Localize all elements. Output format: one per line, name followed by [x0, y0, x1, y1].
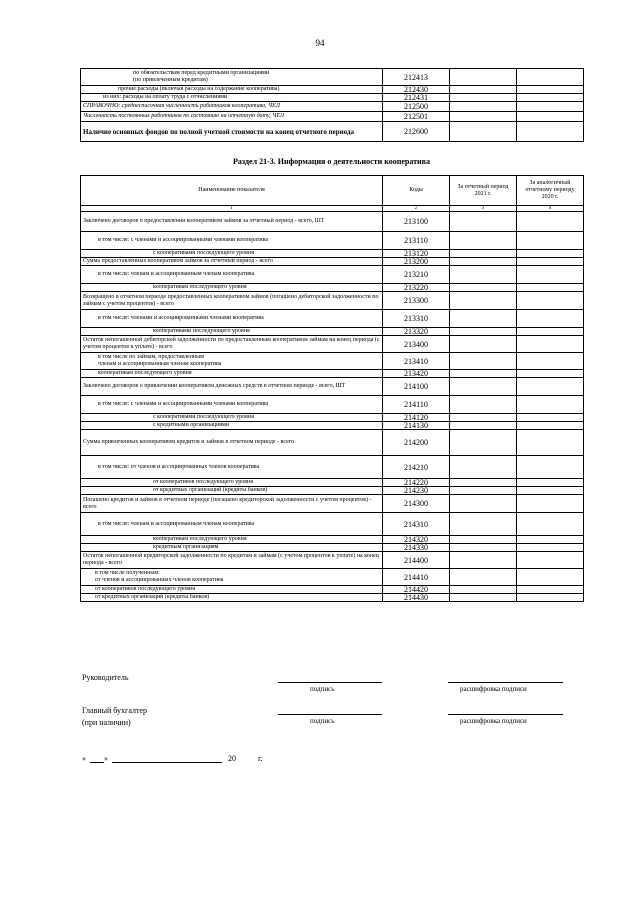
table-row — [81, 378, 584, 396]
if-any-label: (при наличии) — [82, 718, 131, 727]
table-header-row — [81, 176, 584, 206]
row-label: с кредитными организациями — [81, 422, 383, 430]
row-label: кооперативами последующего уровня — [81, 328, 383, 336]
current-period-cell[interactable] — [450, 232, 517, 250]
table-row — [81, 569, 584, 586]
row-label: Возвращено в отчетном периоде предоставленных кооперативом займов (погашено дебиторской задолженности по займам с учетом процентов) - всего — [81, 292, 383, 310]
cooperative-activity-table — [80, 175, 584, 602]
previous-period-cell[interactable] — [517, 594, 584, 602]
row-label: в том числе по займам, предоставленным членам и ассоциированным членам кооператива — [81, 353, 383, 370]
row-code: 214220 — [383, 479, 450, 487]
table-row — [81, 284, 584, 292]
row-label: в том числе: членам и ассоциированным членам кооператива — [81, 266, 383, 284]
previous-period-cell[interactable] — [517, 456, 584, 479]
row-label: от кредитных организаций (кредиты банков) — [81, 594, 383, 602]
table-row — [81, 456, 584, 479]
row-code: 214410 — [383, 569, 450, 586]
row-code: 213310 — [383, 310, 450, 328]
table-row — [81, 536, 584, 544]
row-code: 214230 — [383, 487, 450, 495]
current-period-cell[interactable] — [450, 292, 517, 310]
row-code: 214120 — [383, 414, 450, 422]
row-label: от кредитных организаций (кредиты банков) — [81, 487, 383, 495]
current-period-cell[interactable] — [450, 370, 517, 378]
previous-period-cell[interactable] — [517, 487, 584, 495]
row-code: 214200 — [383, 430, 450, 456]
column-number-4: 4 — [517, 206, 584, 212]
row-code: 214420 — [383, 586, 450, 594]
row-label: Сумма предоставленных кооперативом займов за отчетный период - всего — [81, 258, 383, 266]
table-row — [81, 122, 584, 142]
date-day-line[interactable] — [90, 762, 104, 763]
current-period-cell[interactable] — [450, 310, 517, 328]
row-label: Остаток непогашенной дебиторской задолженности по предоставленным кооперативом займам на конец периода (с учетом процентов к уплате) - всего — [81, 336, 383, 353]
current-period-cell[interactable] — [450, 284, 517, 292]
previous-period-cell[interactable] — [517, 586, 584, 594]
table-row — [81, 487, 584, 495]
row-label: в том числе: с членами и ассоциированными членами кооператива — [81, 396, 383, 414]
row-code: 212600 — [383, 122, 450, 142]
row-code: 214400 — [383, 552, 450, 569]
row-label: от кооперативов последующего уровня — [81, 586, 383, 594]
row-code: 214300 — [383, 495, 450, 513]
current-period-cell[interactable] — [450, 479, 517, 487]
header-codes: Коды — [383, 176, 450, 206]
row-code: 212501 — [383, 112, 450, 122]
row-label: Погашено кредитов и займов в отчетном периоде (погашено кредиторской задолженности с учетом процентов) - всего — [81, 495, 383, 513]
previous-period-cell[interactable] — [517, 122, 584, 142]
row-label: в том числе: с членами и ассоциированными членами кооператива — [81, 232, 383, 250]
table-row — [81, 212, 584, 232]
header-previous-period: За аналогичный отчетному периоду 2020 г. — [517, 176, 584, 206]
row-label: Сумма привлеченных кооперативом кредитов и займов в отчетном периоде - всего — [81, 430, 383, 456]
current-period-cell[interactable] — [450, 122, 517, 142]
section-title: Раздел 21-3. Информация о деятельности кооператива — [233, 157, 430, 166]
previous-period-cell[interactable] — [517, 212, 584, 232]
current-period-cell[interactable] — [450, 414, 517, 422]
table-row — [81, 544, 584, 552]
previous-period-cell[interactable] — [517, 552, 584, 569]
accountant-signature-caption: подпись — [310, 717, 335, 725]
row-code: 213320 — [383, 328, 450, 336]
previous-period-cell[interactable] — [517, 292, 584, 310]
current-period-cell[interactable] — [450, 112, 517, 122]
row-label: из них: расходы на оплату труда с отчислениями — [81, 94, 383, 102]
previous-period-cell[interactable] — [517, 378, 584, 396]
table-row — [81, 552, 584, 569]
row-code: 213110 — [383, 232, 450, 250]
table-row — [81, 102, 584, 112]
head-signature-line[interactable] — [278, 682, 382, 683]
previous-period-cell[interactable] — [517, 370, 584, 378]
current-period-cell[interactable] — [450, 544, 517, 552]
table-row — [81, 69, 584, 86]
current-period-cell[interactable] — [450, 336, 517, 353]
row-label: Остаток непогашенной кредиторской задолженности по кредитам и займам (с учетом процентов к уплате) на конец периода - всего — [81, 552, 383, 569]
current-period-cell[interactable] — [450, 536, 517, 544]
table-row — [81, 250, 584, 258]
previous-period-cell[interactable] — [517, 495, 584, 513]
date-year-suffix: г. — [258, 754, 263, 763]
row-code: 214310 — [383, 513, 450, 536]
row-label: Численность постоянных работников по состоянию на отчетную дату, ЧЕЛ — [81, 112, 383, 122]
current-period-cell[interactable] — [450, 328, 517, 336]
current-period-cell[interactable] — [450, 266, 517, 284]
previous-period-cell[interactable] — [517, 422, 584, 430]
row-code: 214130 — [383, 422, 450, 430]
previous-period-cell[interactable] — [517, 310, 584, 328]
row-label: кооперативам последующего уровня — [81, 370, 383, 378]
table-row — [81, 370, 584, 378]
table-row — [81, 266, 584, 284]
current-period-cell[interactable] — [450, 250, 517, 258]
table-row — [81, 586, 584, 594]
row-code: 213100 — [383, 212, 450, 232]
row-code: 213210 — [383, 266, 450, 284]
row-code: 213420 — [383, 370, 450, 378]
row-code: 214210 — [383, 456, 450, 479]
row-label: прочие расходы (включая расходы на содержание кооператива) — [81, 86, 383, 94]
row-label: в том числе: членам и ассоциированным членам кооператива — [81, 513, 383, 536]
row-label: Заключено договоров о привлечении кооперативом денежных средств в отчетном периоде - всего, ШТ — [81, 378, 383, 396]
table-row — [81, 396, 584, 414]
current-period-cell[interactable] — [450, 552, 517, 569]
header-indicator-name: Наименование показателя — [81, 176, 383, 206]
row-label: кооперативам последующего уровня — [81, 536, 383, 544]
row-code: 213300 — [383, 292, 450, 310]
row-code: 214100 — [383, 378, 450, 396]
row-label: СПРАВОЧНО: среднесписочная численность работников кооператива, ЧЕЛ — [81, 102, 383, 112]
previous-period-cell[interactable] — [517, 430, 584, 456]
page-number: 94 — [315, 38, 325, 48]
previous-period-cell[interactable] — [517, 232, 584, 250]
current-period-cell[interactable] — [450, 422, 517, 430]
previous-period-cell[interactable] — [517, 102, 584, 112]
previous-period-cell[interactable] — [517, 112, 584, 122]
row-code: 212430 — [383, 86, 450, 94]
current-period-cell[interactable] — [450, 456, 517, 479]
header-current-period: За отчетный период 2021 г. — [450, 176, 517, 206]
table-row — [81, 292, 584, 310]
row-label: с кооперативами последующего уровня — [81, 414, 383, 422]
row-code: 213220 — [383, 284, 450, 292]
previous-period-cell[interactable] — [517, 353, 584, 370]
row-label: от кооперативов последующего уровня — [81, 479, 383, 487]
table-row — [81, 479, 584, 487]
current-period-cell[interactable] — [450, 513, 517, 536]
row-label: Заключено договоров о предоставлении кооперативом займов за отчетный период - всего, ШТ — [81, 212, 383, 232]
previous-period-cell[interactable] — [517, 94, 584, 102]
table-row — [81, 112, 584, 122]
table-row — [81, 258, 584, 266]
row-code: 212413 — [383, 69, 450, 86]
head-decode-line[interactable] — [448, 682, 563, 683]
current-period-cell[interactable] — [450, 94, 517, 102]
date-year-prefix: 20 — [228, 754, 236, 763]
previous-period-cell[interactable] — [517, 328, 584, 336]
row-label: в том числе: членами и ассоциированными членами кооператива — [81, 310, 383, 328]
previous-period-cell[interactable] — [517, 479, 584, 487]
previous-period-cell[interactable] — [517, 536, 584, 544]
table-row — [81, 328, 584, 336]
previous-period-cell[interactable] — [517, 569, 584, 586]
row-code: 213120 — [383, 250, 450, 258]
current-period-cell[interactable] — [450, 353, 517, 370]
current-period-cell[interactable] — [450, 69, 517, 86]
row-code: 214430 — [383, 594, 450, 602]
current-period-cell[interactable] — [450, 378, 517, 396]
current-period-cell[interactable] — [450, 495, 517, 513]
previous-period-cell[interactable] — [517, 544, 584, 552]
row-label: кредитным организациям — [81, 544, 383, 552]
expenses-table-continuation — [80, 68, 584, 142]
table-row — [81, 430, 584, 456]
current-period-cell[interactable] — [450, 86, 517, 94]
table-row — [81, 495, 584, 513]
row-code: 212500 — [383, 102, 450, 112]
date-quote-close: » — [104, 754, 108, 763]
current-period-cell[interactable] — [450, 586, 517, 594]
row-label: в том числе полученным: от членов и ассоциированных членов кооператива — [81, 569, 383, 586]
previous-period-cell[interactable] — [517, 266, 584, 284]
previous-period-cell[interactable] — [517, 284, 584, 292]
accountant-decode-line[interactable] — [448, 714, 563, 715]
table-row — [81, 513, 584, 536]
previous-period-cell[interactable] — [517, 258, 584, 266]
accountant-signature-line[interactable] — [278, 714, 382, 715]
table-row — [81, 353, 584, 370]
table-row — [81, 414, 584, 422]
row-code: 214330 — [383, 544, 450, 552]
row-label: Наличие основных фондов по полной учетной стоимости на конец отчетного периода — [81, 122, 383, 142]
row-code: 213400 — [383, 336, 450, 353]
row-code: 214110 — [383, 396, 450, 414]
column-number-3: 3 — [450, 206, 517, 212]
current-period-cell[interactable] — [450, 487, 517, 495]
previous-period-cell[interactable] — [517, 250, 584, 258]
row-code: 213200 — [383, 258, 450, 266]
table-row — [81, 94, 584, 102]
chief-accountant-label: Главный бухгалтер — [82, 706, 147, 715]
current-period-cell[interactable] — [450, 594, 517, 602]
row-label: с кооперативами последующего уровня — [81, 250, 383, 258]
row-code: 213410 — [383, 353, 450, 370]
head-label: Руководитель — [82, 673, 129, 682]
previous-period-cell[interactable] — [517, 513, 584, 536]
current-period-cell[interactable] — [450, 396, 517, 414]
table-row — [81, 594, 584, 602]
previous-period-cell[interactable] — [517, 69, 584, 86]
previous-period-cell[interactable] — [517, 414, 584, 422]
column-number-2: 2 — [383, 206, 450, 212]
current-period-cell[interactable] — [450, 569, 517, 586]
table-row — [81, 422, 584, 430]
date-quote-open: « — [82, 754, 86, 763]
column-number-1: 1 — [81, 206, 383, 212]
current-period-cell[interactable] — [450, 430, 517, 456]
row-code: 212431 — [383, 94, 450, 102]
table-row — [81, 232, 584, 250]
previous-period-cell[interactable] — [517, 336, 584, 353]
table-row — [81, 310, 584, 328]
table-row — [81, 336, 584, 353]
previous-period-cell[interactable] — [517, 86, 584, 94]
row-label: в том числе: от членов и ассоциированных членов кооператива — [81, 456, 383, 479]
row-code: 214320 — [383, 536, 450, 544]
head-decode-caption: расшифровка подписи — [460, 685, 527, 693]
previous-period-cell[interactable] — [517, 396, 584, 414]
row-label: кооперативам последующего уровня — [81, 284, 383, 292]
date-month-line[interactable] — [112, 762, 222, 763]
current-period-cell[interactable] — [450, 102, 517, 112]
row-label: по обязательствам перед кредитными организациями (по привлеченным кредитам) — [81, 69, 383, 86]
accountant-decode-caption: расшифровка подписи — [460, 717, 527, 725]
current-period-cell[interactable] — [450, 258, 517, 266]
current-period-cell[interactable] — [450, 212, 517, 232]
head-signature-caption: подпись — [310, 685, 335, 693]
table-row — [81, 86, 584, 94]
